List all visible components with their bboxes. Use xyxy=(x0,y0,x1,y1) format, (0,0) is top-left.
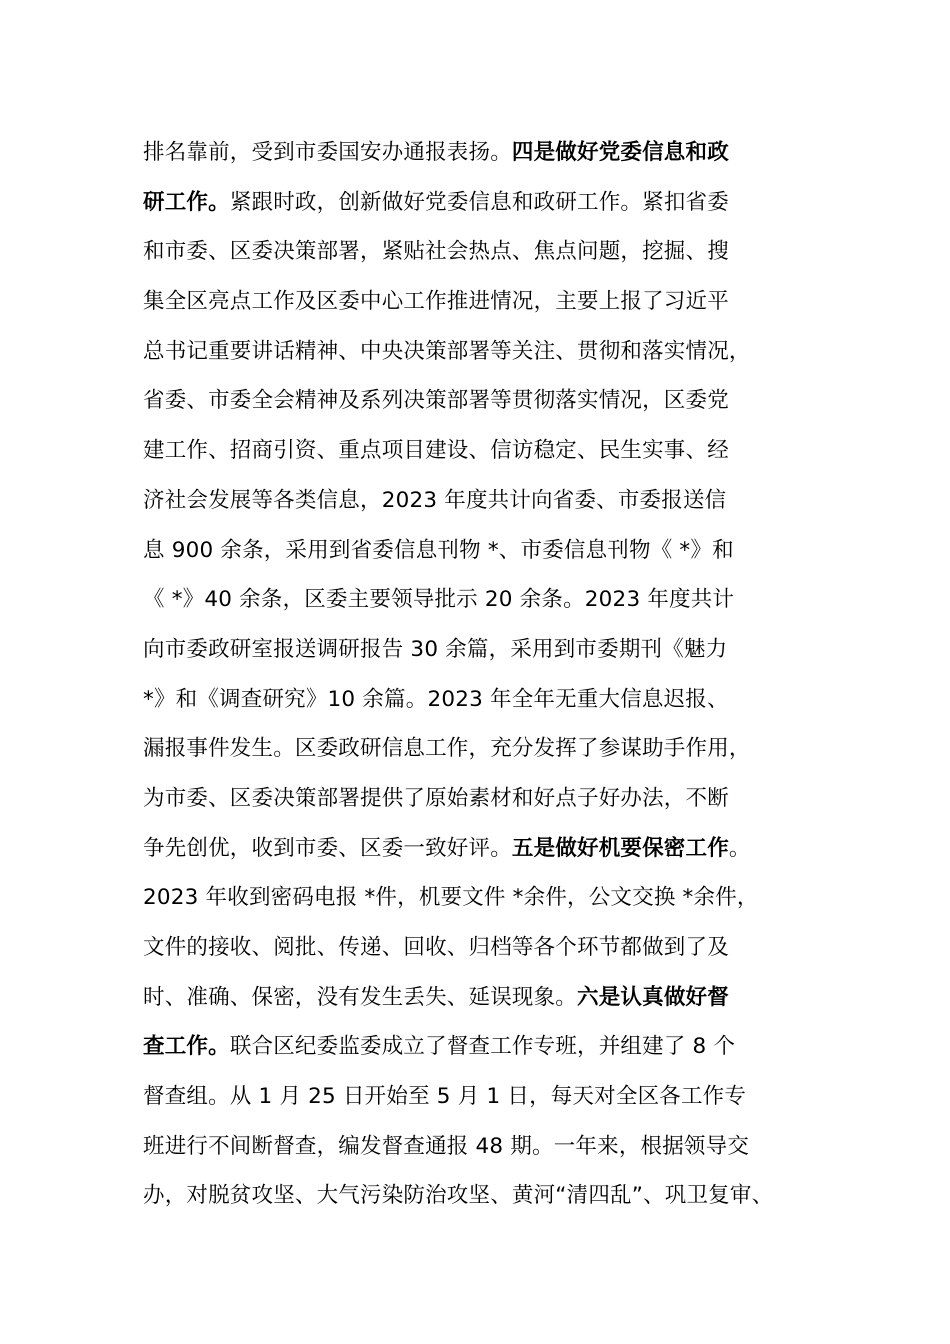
body-text-segment: 向市委政研室报送调研报告 30 余篇，采用到市委期刊《魅力 xyxy=(143,636,728,662)
text-line xyxy=(143,923,833,973)
body-text-segment: 息 900 余条，采用到省委信息刊物 *、市委信息刊物《 *》和 xyxy=(143,537,734,563)
text-line xyxy=(143,1171,833,1221)
body-text-segment: 集全区亮点工作及区委中心工作推进情况，主要上报了习近平 xyxy=(143,289,729,315)
text-line xyxy=(143,1022,833,1072)
text-line xyxy=(143,575,833,625)
text-line xyxy=(143,178,833,228)
body-text-segment: 建工作、招商引资、重点项目建设、信访稳定、民生实事、经 xyxy=(143,438,729,464)
body-text-segment: 《 *》40 余条，区委主要领导批示 20 余条。2023 年度共计 xyxy=(143,587,735,613)
body-text-segment: *》和《调查研究》10 余篇。2023 年全年无重大信息迟报、 xyxy=(143,686,729,712)
text-line xyxy=(143,128,833,178)
bold-heading-text: 四是做好党委信息和政 xyxy=(511,140,729,165)
body-text-segment: 办，对脱贫攻坚、大气污染防治攻坚、黄河“清四乱”、巩卫复审、 xyxy=(143,1183,774,1209)
text-line xyxy=(143,873,833,923)
body-text-segment: 排名靠前，受到市委国安办通报表扬。 xyxy=(143,140,512,165)
body-text-segment: 省委、市委全会精神及系列决策部署等贯彻落实情况，区委党 xyxy=(143,388,729,414)
body-text-segment: 漏报事件发生。区委政研信息工作，充分发挥了参谋助手作用， xyxy=(143,736,751,762)
text-line xyxy=(143,625,833,675)
text-line xyxy=(143,1072,833,1122)
text-line xyxy=(143,774,833,824)
bold-heading-text: 研工作。 xyxy=(143,189,230,215)
text-line xyxy=(143,824,833,874)
text-line xyxy=(143,376,833,426)
body-text-segment: 。 xyxy=(728,835,751,861)
body-text-segment: 为市委、区委决策部署提供了原始素材和好点子好办法，不断 xyxy=(143,785,729,811)
text-line xyxy=(143,526,833,576)
text-line xyxy=(143,327,833,377)
text-line xyxy=(143,426,833,476)
body-text-segment: 班进行不间断督查，编发督查通报 48 期。一年来，根据领导交 xyxy=(143,1133,750,1159)
body-text-segment: 时、准确、保密，没有发生丢失、延误现象。 xyxy=(143,984,578,1010)
bold-heading-text: 查工作。 xyxy=(143,1034,230,1060)
text-line xyxy=(143,277,833,327)
bold-heading-text: 六是认真做好督 xyxy=(577,984,729,1010)
text-line xyxy=(143,227,833,277)
text-line xyxy=(143,675,833,725)
body-text-segment: 督查组。从 1 月 25 日开始至 5 月 1 日，每天对全区各工作专 xyxy=(143,1084,747,1110)
text-line xyxy=(143,476,833,526)
body-text-segment: 济社会发展等各类信息，2023 年度共计向省委、市委报送信 xyxy=(143,487,727,513)
body-text-segment: 和市委、区委决策部署，紧贴社会热点、焦点问题，挖掘、搜 xyxy=(143,239,729,265)
body-text-segment: 紧跟时政，创新做好党委信息和政研工作。紧扣省委 xyxy=(229,189,729,215)
body-text-segment: 2023 年收到密码电报 *件，机要文件 *余件，公文交换 *余件， xyxy=(143,885,759,911)
body-text-segment: 文件的接收、阅批、传递、回收、归档等各个环节都做到了及 xyxy=(143,935,729,960)
text-line xyxy=(143,973,833,1023)
body-text-segment: 总书记重要讲话精神、中央决策部署等关注、贯彻和落实情况， xyxy=(143,338,751,364)
text-line xyxy=(143,1122,833,1172)
body-text-segment: 争先创优，收到市委、区委一致好评。 xyxy=(143,835,512,861)
body-text-segment: 联合区纪委监委成立了督查工作专班，并组建了 8 个 xyxy=(229,1034,736,1060)
body-text xyxy=(143,128,833,1221)
bold-heading-text: 五是做好机要保密工作 xyxy=(511,835,729,861)
text-line xyxy=(143,724,833,774)
